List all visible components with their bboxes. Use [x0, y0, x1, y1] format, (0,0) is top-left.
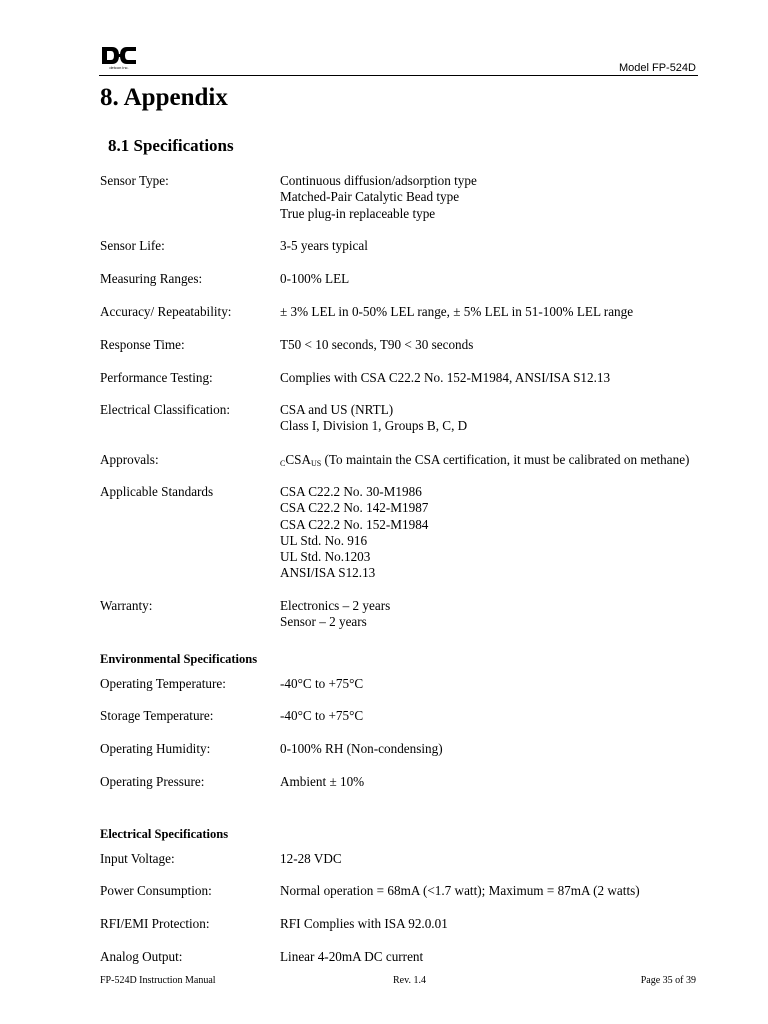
spec-label: Approvals: [100, 452, 159, 467]
spec-value [280, 304, 633, 320]
spec-value [280, 598, 390, 631]
spec-value-line: 0-100% LEL [280, 271, 350, 286]
spec-value-line: Electronics – 2 years [280, 598, 391, 613]
spec-value: 0-100% RH (Non-condensing) [280, 741, 443, 756]
spec-label: Response Time: [100, 337, 185, 352]
spec-value: -40°C to +75°C [280, 708, 364, 723]
spec-value [280, 238, 368, 254]
spec-label: Operating Temperature: [100, 676, 226, 691]
approval-note: (To maintain the CSA certification, it must be calibrated on methane) [321, 452, 690, 467]
spec-value: Normal operation = 68mA (<1.7 watt); Maximum = 87mA (2 watts) [280, 883, 640, 898]
section-title: 8.1 Specifications [108, 136, 234, 155]
spec-value: Ambient ± 10% [280, 774, 365, 789]
spec-value-line: ± 3% LEL in 0-50% LEL range, ± 5% LEL in 51-100% LEL range [280, 304, 634, 319]
spec-value: 12-28 VDC [280, 851, 342, 866]
spec-label: Performance Testing: [100, 370, 213, 385]
spec-value-line: CSA C22.2 No. 30-M1986 [280, 484, 422, 499]
spec-value-line: CSA and US (NRTL) [280, 402, 394, 417]
spec-value-line: Class I, Division 1, Groups B, C, D [280, 418, 468, 434]
header-divider [99, 75, 698, 76]
spec-label: Storage Temperature: [100, 708, 214, 723]
header-model: Model FP-524D [618, 62, 696, 74]
spec-label: Sensor Type: [100, 173, 169, 188]
spec-value [280, 271, 349, 287]
spec-value-line: ANSI/ISA S12.13 [280, 565, 376, 581]
spec-value [280, 173, 477, 222]
spec-value [280, 452, 689, 472]
spec-value-line: Sensor – 2 years [280, 614, 367, 630]
spec-value-line: True plug-in replaceable type [280, 205, 436, 221]
spec-label: Electrical Classification: [100, 402, 230, 417]
spec-value: Linear 4-20mA DC current [280, 949, 424, 964]
spec-label: Power Consumption: [100, 883, 212, 898]
spec-value-line: Complies with CSA C22.2 No. 152-M1984, ANSI/ISA S12.13 [280, 370, 611, 385]
footer-manual-title: FP-524D Instruction Manual [100, 975, 216, 986]
spec-value: -40°C to +75°C [280, 676, 364, 691]
spec-value [280, 402, 467, 435]
approval-mark: CSA [285, 452, 311, 467]
spec-label: Applicable Standards [100, 484, 214, 499]
logo-subtext: detcon inc. [109, 65, 129, 70]
electrical-heading: Electrical Specifications [100, 827, 229, 841]
spec-value-line: Continuous diffusion/adsorption type [280, 173, 477, 188]
spec-value [280, 370, 610, 386]
spec-label: Operating Pressure: [100, 774, 205, 789]
spec-value-line: UL Std. No. 916 [280, 532, 368, 548]
detcon-logo-icon [100, 46, 138, 65]
spec-label: Accuracy/ Repeatability: [100, 304, 232, 319]
spec-label: RFI/EMI Protection: [100, 916, 210, 931]
footer-revision: Rev. 1.4 [393, 975, 426, 986]
spec-value [280, 484, 428, 582]
spec-value-line: CSA C22.2 No. 142-M1987 [280, 500, 429, 516]
spec-value: RFI Complies with ISA 92.0.01 [280, 916, 448, 931]
spec-label: Input Voltage: [100, 851, 175, 866]
approval-mark-suffix: US [311, 459, 322, 468]
spec-value-line: UL Std. No.1203 [280, 549, 371, 565]
spec-value-line: CSA C22.2 No. 152-M1984 [280, 516, 429, 532]
spec-label: Measuring Ranges: [100, 271, 203, 286]
approval-line [280, 452, 689, 472]
spec-label: Sensor Life: [100, 238, 165, 253]
spec-value [280, 337, 473, 353]
footer-page-number: Page 35 of 39 [640, 975, 696, 986]
spec-label: Operating Humidity: [100, 741, 211, 756]
spec-value-line: T50 < 10 seconds, T90 < 30 seconds [280, 337, 474, 352]
spec-label: Warranty: [100, 598, 153, 613]
spec-value-line: 3-5 years typical [280, 238, 368, 253]
spec-label: Analog Output: [100, 949, 183, 964]
approval-mark-prefix: C [280, 459, 286, 468]
spec-value-line: Matched-Pair Catalytic Bead type [280, 189, 460, 205]
company-logo [100, 46, 138, 70]
environmental-heading: Environmental Specifications [100, 652, 258, 666]
page-title: 8. Appendix [100, 84, 228, 111]
